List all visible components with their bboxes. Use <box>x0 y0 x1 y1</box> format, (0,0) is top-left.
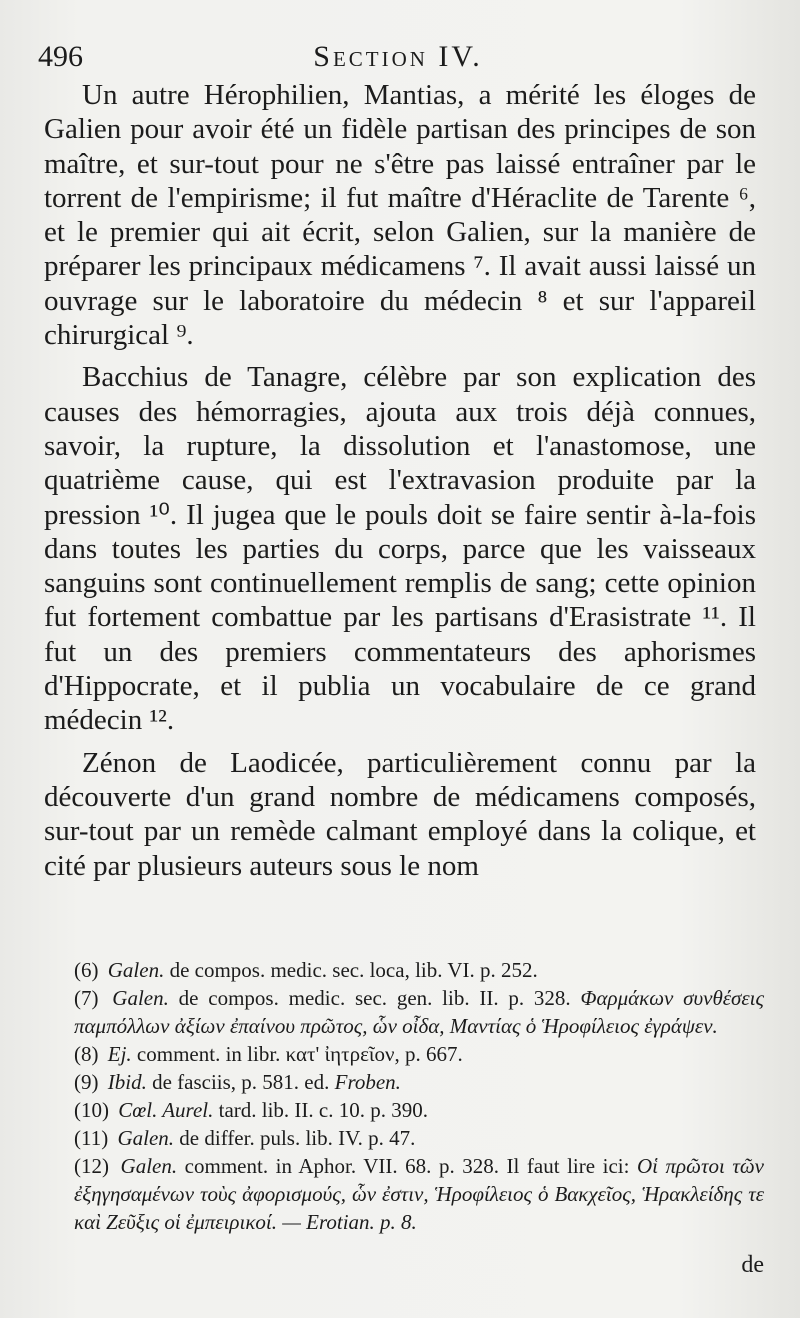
running-title: Section IV. <box>313 40 483 73</box>
catchword: de <box>741 1252 764 1278</box>
footnote-10: (10) Cœl. Aurel. tard. lib. II. c. 10. p. 390. <box>74 1098 428 1122</box>
footnote-12-source: Erotian. p. 8. <box>306 1210 417 1234</box>
footnote-8: (8) Ej. comment. in libr. κατ' ἰητρεῖον, p. 667. <box>74 1042 463 1066</box>
main-text <box>44 78 756 891</box>
footnote-6: (6) Galen. de compos. medic. sec. loca, lib. VI. p. 252. <box>74 958 538 982</box>
footnote-9: (9) Ibid. de fasciis, p. 581. ed. Froben. <box>74 1070 401 1094</box>
footnotes <box>48 956 764 1236</box>
footnote-12-greek: Οἱ πρῶτοι τῶν ἐξηγησαμένων τοὺς ἀφορισμούς, ὧν ἐστιν, Ἡροφίλειος ὁ Βακχεῖος, Ἡρακλείδης τε καὶ Ζεῦξις οἱ ἐμπειρικοί. — <box>74 1154 765 1234</box>
footnote-7: (7) Galen. de compos. medic. sec. gen. lib. II. p. 328. Φαρμάκων συνθέσεις παμπόλλων ἀξίων ἐπαίνου πρῶτος, ὧν οἶδα, Μαντίας ὁ Ἡροφίλειος ἐγράψεν. <box>74 986 765 1038</box>
paragraph-zenon: Zénon de Laodicée, particulièrement connu par la découverte d'un grand nombre de médicamens composés, sur-tout par un remède calmant employé dans la colique, et cité par plusieurs auteurs sous le nom <box>44 746 756 882</box>
footnote-7-greek: Φαρμάκων συνθέσεις παμπόλλων ἀξίων ἐπαίνου πρῶτος, ὧν οἶδα, Μαντίας ὁ Ἡροφίλειος ἐγράψεν. <box>74 986 765 1038</box>
page-header <box>38 36 758 76</box>
paragraph-mantias: Un autre Hérophilien, Mantias, a mérité les éloges de Galien pour avoir été un fidèle partisan des principes de son maître, et sur-tout pour ne s'être pas laissé entraîner par le torrent de l'empirisme; il fut maître d'Héraclite de Tarente ⁶, et le premier qui ait écrit, selon Galien, sur la manière de préparer les principaux médicamens ⁷. Il avait aussi laissé un ouvrage sur le laboratoire du médecin ⁸ et sur l'appareil chirurgical ⁹. <box>44 79 756 352</box>
paragraph-bacchius: Bacchius de Tanagre, célèbre par son explication des causes des hémorragies, ajouta aux trois déjà connues, savoir, la rupture, la dissolution et l'anastomose, une quatrième cause, qui est l'extravasion produite par la pression ¹⁰. Il jugea que le pouls doit se faire sentir à-la-fois dans toutes les parties du corps, parce que les vaisseaux sanguins sont continuellement remplis de sang; cette opinion fut fortement combattue par les partisans d'Erasistrate ¹¹. Il fut un des premiers commentateurs des aphorismes d'Hippocrate, et il publia un vocabulaire de ce grand médecin ¹². <box>44 361 756 737</box>
footnote-12: (12) Galen. comment. in Aphor. VII. 68. p. 328. Il faut lire ici: Οἱ πρῶτοι τῶν ἐξηγησαμένων τοὺς ἀφορισμούς, ὧν ἐστιν, Ἡροφίλειος ὁ Βακχεῖος, Ἡρακλείδης τε καὶ Ζεῦξις οἱ ἐμπειρικοί. — Erotian. p. 8. <box>74 1154 765 1234</box>
footnote-11: (11) Galen. de differ. puls. lib. IV. p. 47. <box>74 1126 416 1150</box>
page-number: 496 <box>38 40 83 73</box>
